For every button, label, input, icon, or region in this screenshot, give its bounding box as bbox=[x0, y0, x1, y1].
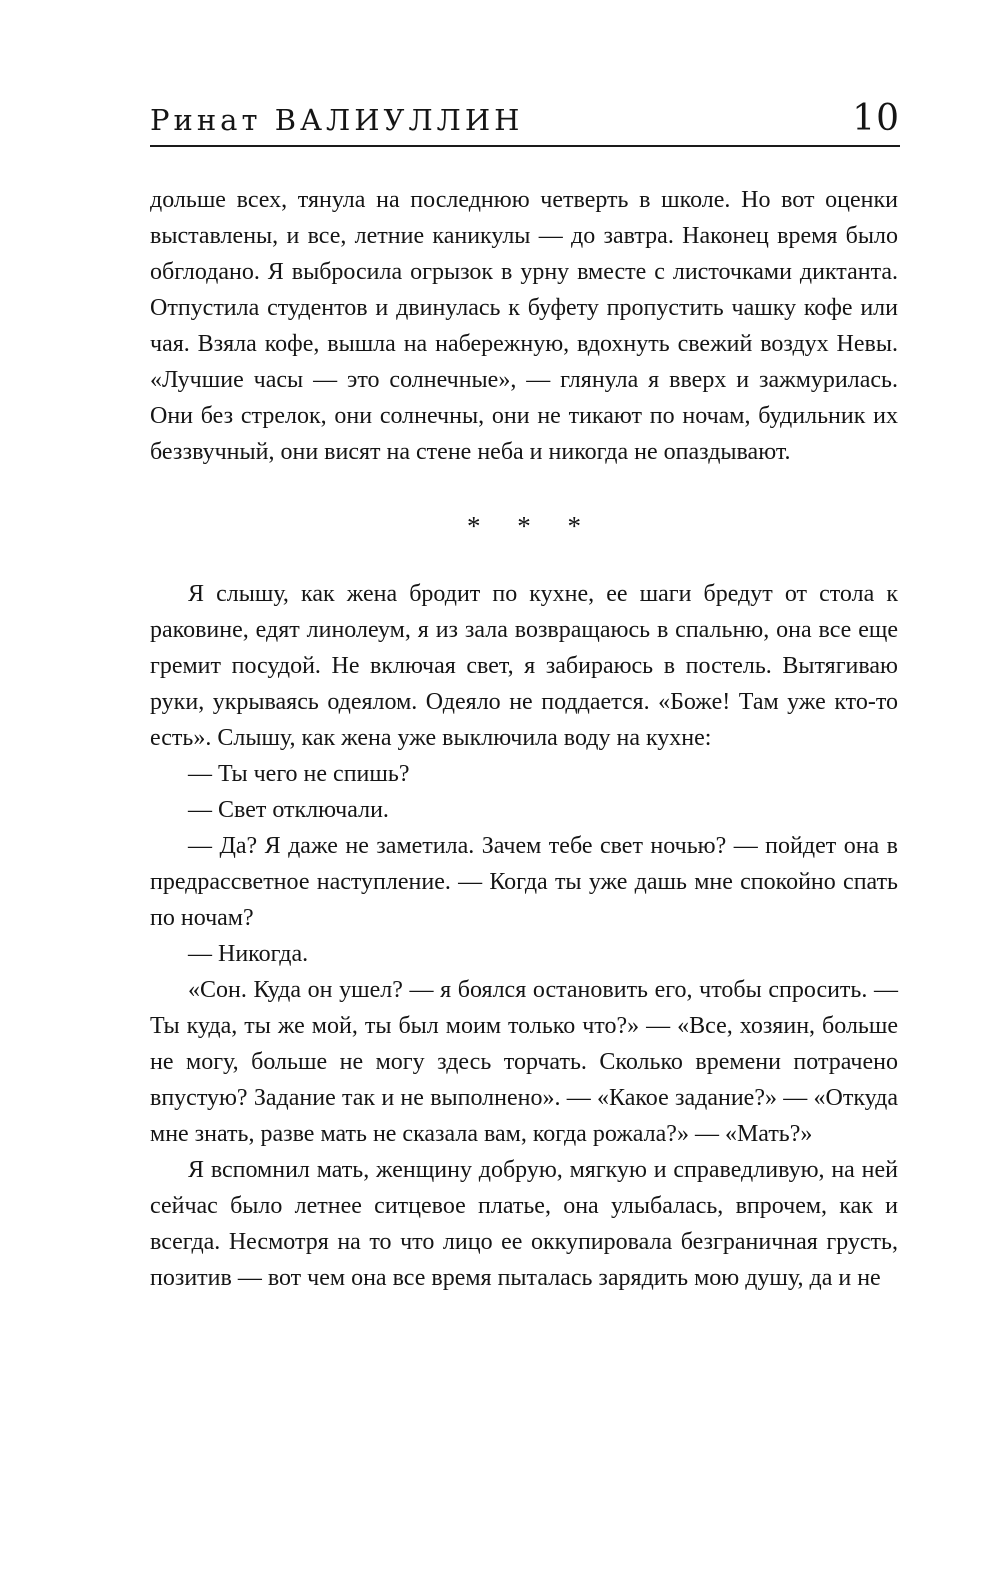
dialogue-line: — Никогда. bbox=[188, 941, 309, 967]
author-name: Ринат ВАЛИУЛЛИН bbox=[150, 103, 524, 137]
dialogue-line: — Да? Я даже не заметила. Зачем тебе свет ночью? — пойдет она в предрассветное наступление. — Когда ты уже дашь мне спокойно спать по ночам? bbox=[150, 833, 898, 931]
paragraph: Я вспомнил мать, женщину добрую, мягкую и справедливую, на ней сейчас было летнее ситцевое платье, она улыбалась, впрочем, как и всегда. Несмотря на то что лицо ее оккупировала безграничная грусть, позитив — вот чем она все время пыталась зарядить мою душу, да и не bbox=[150, 1157, 898, 1291]
section-separator: * * * bbox=[467, 511, 581, 541]
paragraph: Я слышу, как жена бродит по кухне, ее шаги бредут от стола к раковине, едят линолеум, я из зала возвращаюсь в спальню, она все еще гремит посудой. Не включая свет, я забираюсь в постель. Вытягиваю руки, укрываясь одеялом. Одеяло не поддается. «Боже! Там уже кто-то есть». Слышу, как жена уже выключила воду на кухне: bbox=[150, 581, 898, 751]
dialogue-line: — Ты чего не спишь? bbox=[188, 761, 410, 787]
paragraph-continuation: дольше всех, тянула на последнюю четверть в школе. Но вот оценки выставлены, и все, летние каникулы — до завтра. Наконец время было обглодано. Я выбросила огрызок в урну вместе с листочками диктанта. Отпустила студентов и двинулась к буфету пропустить чашку кофе или чая. Взяла кофе, вышла на набережную, вдохнуть свежий воздух Невы. «Лучшие часы — это солнечные», — глянула я вверх и зажмурилась. Они без стрелок, они солнечны, они не тикают по ночам, будильник их беззвучный, они висят на стене неба и никогда не опаздывают. bbox=[150, 187, 898, 465]
page-content bbox=[150, 182, 898, 1296]
paragraph: «Сон. Куда он ушел? — я боялся остановить его, чтобы спросить. — Ты куда, ты же мой, ты был моим только что?» — «Все, хозяин, больше не могу, больше не могу здесь торчать. Сколько времени потрачено впустую? Задание так и не выполнено». — «Какое задание?» — «Откуда мне знать, разве мать не сказала вам, когда рожала?» — «Мать?» bbox=[150, 977, 898, 1147]
dialogue-line: — Свет отключали. bbox=[188, 797, 389, 823]
header-rule bbox=[150, 145, 900, 147]
header-row bbox=[150, 98, 900, 139]
page-number: 10 bbox=[852, 98, 900, 139]
page-header bbox=[150, 98, 900, 147]
